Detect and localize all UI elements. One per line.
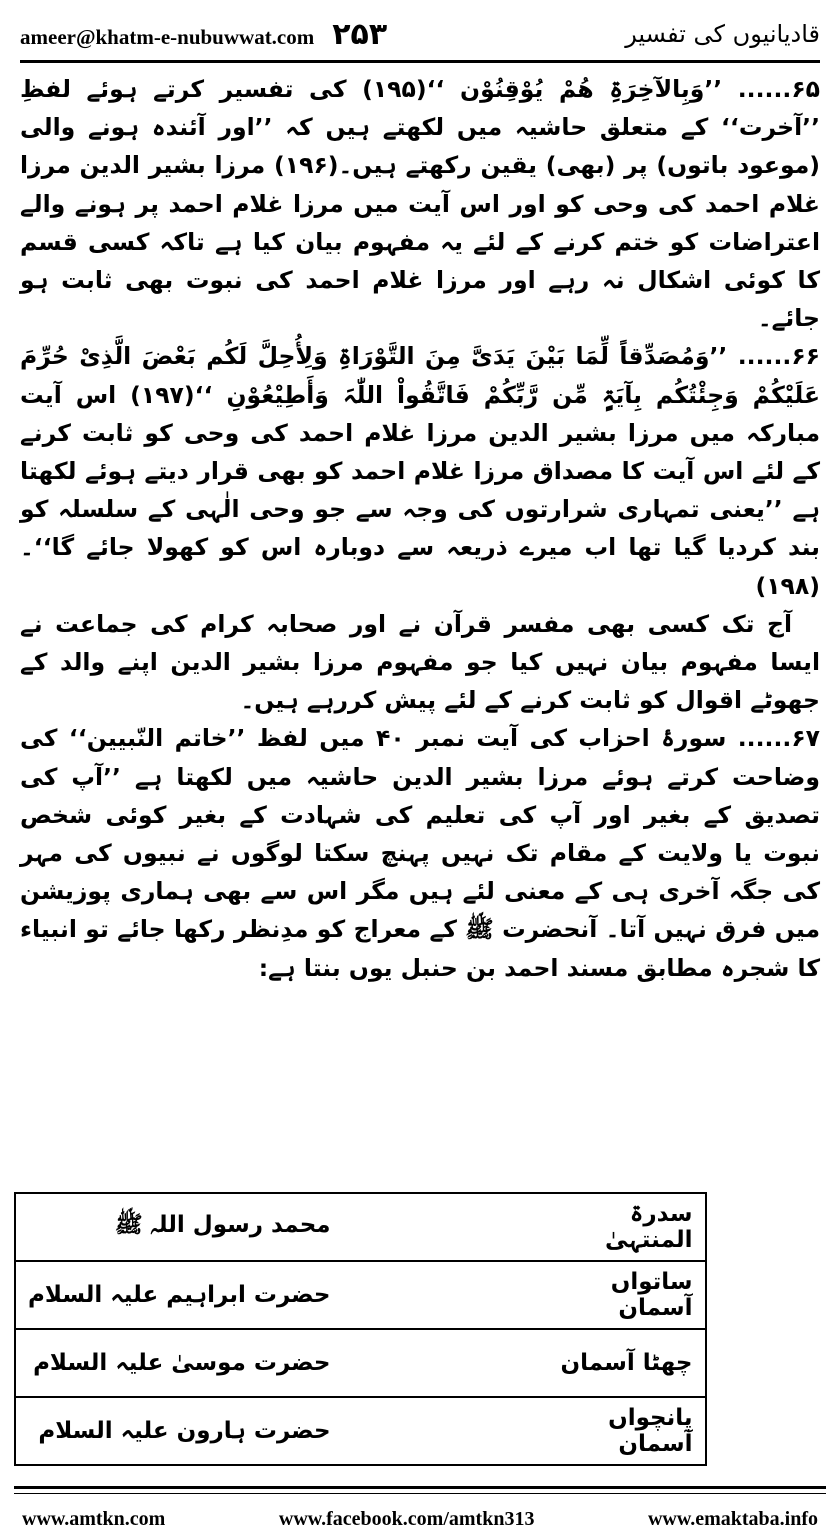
footer-link-facebook[interactable]: www.facebook.com/amtkn313	[278, 1508, 535, 1530]
footer-link-amtkn[interactable]: www.amtkn.com	[22, 1508, 166, 1530]
header-left	[20, 17, 387, 52]
page-number: ۲۵۳	[332, 16, 388, 52]
page-body	[20, 70, 820, 987]
prophet-cell: حضرت موسیٰ علیہ السلام	[15, 1329, 531, 1397]
footer-link-emaktaba[interactable]: www.emaktaba.info	[647, 1508, 818, 1530]
book-title: قادیانیوں کی تفسیر	[625, 20, 820, 48]
heaven-cell: سدرۃ المنتہیٰ	[531, 1193, 706, 1261]
page-header	[20, 14, 820, 54]
paragraph-65: ۶۵...... ’’وَبِالآخِرَۃِ ھُمْ یُوْقِنُوْن ‘‘(۱۹۵) کی تفسیر کرتے ہوئے لفظِ ’’آخرت‘‘ کے متعلق حاشیہ میں لکھتے ہیں کہ ’’اور آئندہ ہونے والی (موعود باتوں) پر (بھی) یقین رکھتے ہیں۔(۱۹۶) مرزا بشیر الدین مرزا غلام احمد کی وحی کو اور اس آیت میں مرزا غلام احمد پر ہونے والے اعتراضات کو ختم کرنے کے لئے یہ مفہوم بیان کیا ہے تاکہ کسی قسم کا کوئی اشکال نہ رہے اور مرزا غلام احمد کی نبوت بھی ثابت ہو جائے۔	[20, 75, 821, 333]
footer-rule-thick	[14, 1486, 826, 1489]
heaven-cell: پانچواں آسمان	[531, 1397, 706, 1465]
table-row	[15, 1261, 706, 1329]
page-footer	[22, 1508, 818, 1531]
table-row	[15, 1193, 706, 1261]
footer-rule-thin	[14, 1493, 826, 1494]
prophets-heavens-table	[14, 1192, 707, 1466]
paragraph-67: ۶۷...... سورۂ احزاب کی آیت نمبر ۴۰ میں لفظ ’’خاتم النّبیین‘‘ کی وضاحت کرتے ہوئے مرزا بشیر الدین حاشیہ میں لکھتا ہے ’’آپ کی تصدیق کے بغیر اور آپ کی تعلیم کی شہادت کے بغیر کوئی شخص نبوت یا ولایت کے مقام تک نہیں پہنچ سکتا لوگوں نے نبیوں کی مہر کی جگہ آخری ہی کے معنی لئے ہیں مگر اس سے بھی ہماری پوزیشن میں فرق نہیں آتا۔ آنحضرت ﷺ کے معراج کو مدِنظر رکھا جائے تو انبیاء کا شجرہ مطابق مسند احمد بن حنبل یوں بنتا ہے:	[20, 724, 820, 982]
table-row	[15, 1397, 706, 1465]
header-email: ameer@khatm-e-nubuwwat.com	[20, 24, 315, 49]
prophet-cell: حضرت ہارون علیہ السلام	[15, 1397, 531, 1465]
prophet-cell: محمد رسول اللہ ﷺ	[15, 1193, 531, 1261]
paragraph-66: ۶۶...... ’’وَمُصَدِّقاً لِّمَا بَیْنَ یَدَیَّ مِنَ التَّوْرَاۃِ وَلِأُحِلَّ لَکُم بَعْضَ الَّذِیْ حُرِّمَ عَلَیْکُمْ وَجِئْتُکُم بِآیَۃٍ مِّن رَّبِّکُمْ فَاتَّقُواْ اللّٰہَ وَأَطِیْعُوْنِ ‘‘(۱۹۷) اس آیت مبارکہ میں مرزا بشیر الدین مرزا غلام احمد کی وحی کو ثابت کرنے کے لئے اس آیت کا مصداق مرزا غلام احمد کو بھی قرار دیتے ہوئے لکھتا ہے ’’یعنی تمہاری شرارتوں کی وجہ سے جو وحی الٰہی کے سلسلہ کو بند کردیا گیا تھا اب میرے ذریعہ سے دوبارہ اس کو کھولا جائے گا‘‘۔(۱۹۸)	[20, 342, 821, 600]
heaven-cell: چھٹا آسمان	[531, 1329, 706, 1397]
header-rule	[20, 60, 820, 63]
paragraph-commentary: آج تک کسی بھی مفسر قرآن نے اور صحابہ کرام کی جماعت نے ایسا مفہوم بیان نہیں کیا جو مفہوم مرزا بشیر الدین اپنے والد کے جھوٹے اقوال کو ثابت کرنے کے لئے پیش کررہے ہیں۔	[20, 609, 820, 715]
heaven-cell: ساتواں آسمان	[531, 1261, 706, 1329]
table-row	[15, 1329, 706, 1397]
prophet-cell: حضرت ابراہیم علیہ السلام	[15, 1261, 531, 1329]
